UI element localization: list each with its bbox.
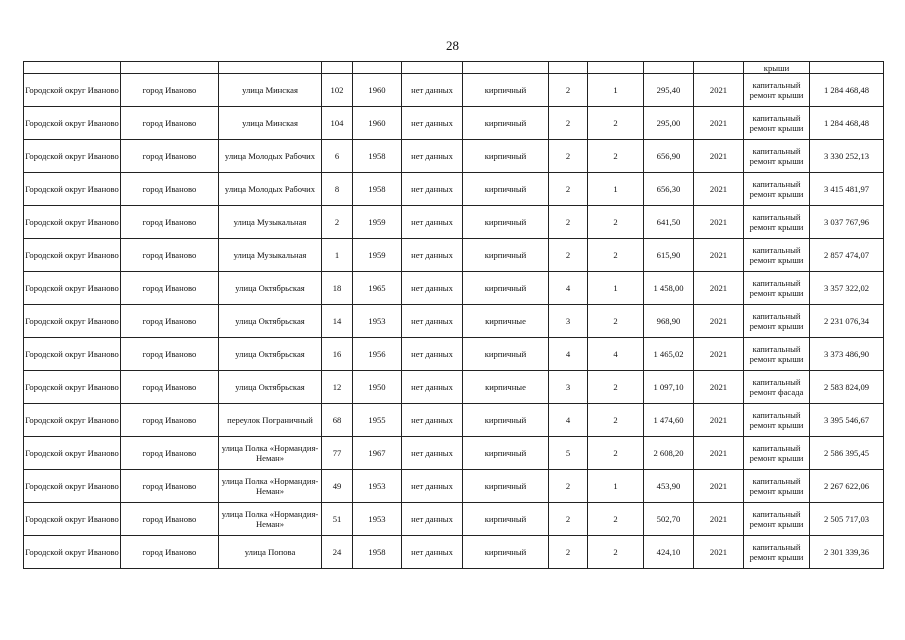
continued-row <box>24 62 884 74</box>
last-repair-cell: нет данных <box>402 437 463 470</box>
work-type-cell: капитальный ремонт крыши <box>744 470 810 503</box>
city-cell: город Иваново <box>121 74 219 107</box>
floors-cell: 2 <box>549 107 588 140</box>
entrances-cell: 2 <box>588 437 644 470</box>
floors-cell: 3 <box>549 371 588 404</box>
table-row <box>24 503 884 536</box>
area-cell: 1 097,10 <box>644 371 694 404</box>
work-type-continued: крыши <box>744 62 810 74</box>
floors-cell: 4 <box>549 404 588 437</box>
table-row <box>24 536 884 569</box>
build-year-cell: 1958 <box>353 536 402 569</box>
district-cell: Городской округ Иваново <box>24 206 121 239</box>
build-year-cell: 1953 <box>353 470 402 503</box>
house-number-cell: 18 <box>322 272 353 305</box>
area-cell: 615,90 <box>644 239 694 272</box>
wall-material-cell: кирпичный <box>463 239 549 272</box>
cost-cell: 2 301 339,36 <box>810 536 884 569</box>
area-cell: 453,90 <box>644 470 694 503</box>
work-type-cell: капитальный ремонт крыши <box>744 272 810 305</box>
street-cell: улица Полка «Нормандия-Неман» <box>219 503 322 536</box>
wall-material-cell: кирпичные <box>463 305 549 338</box>
area-cell: 656,30 <box>644 173 694 206</box>
city-cell: город Иваново <box>121 239 219 272</box>
plan-year-cell: 2021 <box>694 536 744 569</box>
last-repair-cell: нет данных <box>402 404 463 437</box>
house-number-cell: 77 <box>322 437 353 470</box>
floors-cell: 2 <box>549 173 588 206</box>
wall-material-cell: кирпичный <box>463 503 549 536</box>
plan-year-cell: 2021 <box>694 107 744 140</box>
plan-year-cell: 2021 <box>694 338 744 371</box>
entrances-cell: 4 <box>588 338 644 371</box>
entrances-cell: 2 <box>588 239 644 272</box>
last-repair-cell: нет данных <box>402 239 463 272</box>
area-cell: 1 465,02 <box>644 338 694 371</box>
floors-cell: 3 <box>549 305 588 338</box>
work-type-cell: капитальный ремонт крыши <box>744 338 810 371</box>
entrances-cell: 2 <box>588 305 644 338</box>
city-cell: город Иваново <box>121 404 219 437</box>
street-cell: улица Музыкальная <box>219 206 322 239</box>
wall-material-cell: кирпичный <box>463 404 549 437</box>
last-repair-cell: нет данных <box>402 173 463 206</box>
cost-cell: 3 037 767,96 <box>810 206 884 239</box>
housing-repair-table <box>23 61 884 569</box>
floors-cell: 2 <box>549 140 588 173</box>
build-year-cell: 1967 <box>353 437 402 470</box>
build-year-cell: 1958 <box>353 140 402 173</box>
wall-material-cell: кирпичный <box>463 173 549 206</box>
entrances-cell: 1 <box>588 74 644 107</box>
house-number-cell: 68 <box>322 404 353 437</box>
table-row <box>24 404 884 437</box>
plan-year-cell: 2021 <box>694 74 744 107</box>
area-cell: 424,10 <box>644 536 694 569</box>
city-cell: город Иваново <box>121 107 219 140</box>
last-repair-cell: нет данных <box>402 107 463 140</box>
entrances-cell: 2 <box>588 371 644 404</box>
street-cell: улица Октябрьская <box>219 371 322 404</box>
street-cell: улица Молодых Рабочих <box>219 173 322 206</box>
district-cell: Городской округ Иваново <box>24 404 121 437</box>
work-type-cell: капитальный ремонт крыши <box>744 74 810 107</box>
plan-year-cell: 2021 <box>694 404 744 437</box>
area-cell: 641,50 <box>644 206 694 239</box>
city-cell: город Иваново <box>121 272 219 305</box>
work-type-cell: капитальный ремонт крыши <box>744 437 810 470</box>
build-year-cell: 1958 <box>353 173 402 206</box>
table-row <box>24 470 884 503</box>
floors-cell: 2 <box>549 503 588 536</box>
city-cell: город Иваново <box>121 536 219 569</box>
wall-material-cell: кирпичный <box>463 140 549 173</box>
table-row <box>24 272 884 305</box>
last-repair-cell: нет данных <box>402 74 463 107</box>
last-repair-cell: нет данных <box>402 272 463 305</box>
street-cell: переулок Пограничный <box>219 404 322 437</box>
build-year-cell: 1959 <box>353 206 402 239</box>
cost-cell: 2 267 622,06 <box>810 470 884 503</box>
street-cell: улица Октябрьская <box>219 272 322 305</box>
area-cell: 502,70 <box>644 503 694 536</box>
work-type-cell: капитальный ремонт крыши <box>744 305 810 338</box>
cost-cell: 3 373 486,90 <box>810 338 884 371</box>
work-type-cell: капитальный ремонт крыши <box>744 239 810 272</box>
entrances-cell: 1 <box>588 173 644 206</box>
build-year-cell: 1950 <box>353 371 402 404</box>
house-number-cell: 24 <box>322 536 353 569</box>
cost-cell: 3 395 546,67 <box>810 404 884 437</box>
district-cell: Городской округ Иваново <box>24 470 121 503</box>
table-row <box>24 74 884 107</box>
entrances-cell: 2 <box>588 536 644 569</box>
last-repair-cell: нет данных <box>402 470 463 503</box>
city-cell: город Иваново <box>121 173 219 206</box>
area-cell: 295,40 <box>644 74 694 107</box>
city-cell: город Иваново <box>121 470 219 503</box>
city-cell: город Иваново <box>121 338 219 371</box>
cost-cell: 1 284 468,48 <box>810 107 884 140</box>
build-year-cell: 1953 <box>353 503 402 536</box>
plan-year-cell: 2021 <box>694 503 744 536</box>
table-row <box>24 140 884 173</box>
cost-cell: 3 357 322,02 <box>810 272 884 305</box>
entrances-cell: 2 <box>588 404 644 437</box>
work-type-cell: капитальный ремонт крыши <box>744 173 810 206</box>
last-repair-cell: нет данных <box>402 140 463 173</box>
plan-year-cell: 2021 <box>694 239 744 272</box>
house-number-cell: 104 <box>322 107 353 140</box>
wall-material-cell: кирпичный <box>463 272 549 305</box>
district-cell: Городской округ Иваново <box>24 173 121 206</box>
table-row <box>24 338 884 371</box>
entrances-cell: 2 <box>588 503 644 536</box>
district-cell: Городской округ Иваново <box>24 74 121 107</box>
table-body <box>24 62 884 569</box>
house-number-cell: 8 <box>322 173 353 206</box>
plan-year-cell: 2021 <box>694 437 744 470</box>
plan-year-cell: 2021 <box>694 173 744 206</box>
build-year-cell: 1960 <box>353 74 402 107</box>
house-number-cell: 2 <box>322 206 353 239</box>
work-type-cell: капитальный ремонт крыши <box>744 536 810 569</box>
floors-cell: 2 <box>549 206 588 239</box>
district-cell: Городской округ Иваново <box>24 503 121 536</box>
build-year-cell: 1955 <box>353 404 402 437</box>
street-cell: улица Полка «Нормандия-Неман» <box>219 437 322 470</box>
plan-year-cell: 2021 <box>694 272 744 305</box>
district-cell: Городской округ Иваново <box>24 239 121 272</box>
table-row <box>24 437 884 470</box>
wall-material-cell: кирпичный <box>463 437 549 470</box>
last-repair-cell: нет данных <box>402 503 463 536</box>
floors-cell: 4 <box>549 272 588 305</box>
wall-material-cell: кирпичный <box>463 470 549 503</box>
house-number-cell: 16 <box>322 338 353 371</box>
floors-cell: 2 <box>549 239 588 272</box>
work-type-cell: капитальный ремонт фасада <box>744 371 810 404</box>
entrances-cell: 2 <box>588 206 644 239</box>
cost-cell: 2 586 395,45 <box>810 437 884 470</box>
street-cell: улица Октябрьская <box>219 338 322 371</box>
city-cell: город Иваново <box>121 437 219 470</box>
table-row <box>24 305 884 338</box>
work-type-cell: капитальный ремонт крыши <box>744 404 810 437</box>
district-cell: Городской округ Иваново <box>24 437 121 470</box>
wall-material-cell: кирпичный <box>463 536 549 569</box>
floors-cell: 2 <box>549 74 588 107</box>
area-cell: 968,90 <box>644 305 694 338</box>
plan-year-cell: 2021 <box>694 371 744 404</box>
city-cell: город Иваново <box>121 371 219 404</box>
wall-material-cell: кирпичные <box>463 371 549 404</box>
street-cell: улица Музыкальная <box>219 239 322 272</box>
plan-year-cell: 2021 <box>694 206 744 239</box>
build-year-cell: 1956 <box>353 338 402 371</box>
city-cell: город Иваново <box>121 305 219 338</box>
build-year-cell: 1960 <box>353 107 402 140</box>
area-cell: 2 608,20 <box>644 437 694 470</box>
area-cell: 1 458,00 <box>644 272 694 305</box>
district-cell: Городской округ Иваново <box>24 107 121 140</box>
district-cell: Городской округ Иваново <box>24 140 121 173</box>
cost-cell: 1 284 468,48 <box>810 74 884 107</box>
floors-cell: 2 <box>549 536 588 569</box>
last-repair-cell: нет данных <box>402 371 463 404</box>
street-cell: улица Октябрьская <box>219 305 322 338</box>
house-number-cell: 49 <box>322 470 353 503</box>
wall-material-cell: кирпичный <box>463 74 549 107</box>
area-cell: 1 474,60 <box>644 404 694 437</box>
table-row <box>24 107 884 140</box>
last-repair-cell: нет данных <box>402 338 463 371</box>
plan-year-cell: 2021 <box>694 305 744 338</box>
table-row <box>24 173 884 206</box>
cost-cell: 3 415 481,97 <box>810 173 884 206</box>
floors-cell: 5 <box>549 437 588 470</box>
street-cell: улица Минская <box>219 74 322 107</box>
street-cell: улица Полка «Нормандия-Неман» <box>219 470 322 503</box>
house-number-cell: 51 <box>322 503 353 536</box>
cost-cell: 3 330 252,13 <box>810 140 884 173</box>
build-year-cell: 1965 <box>353 272 402 305</box>
wall-material-cell: кирпичный <box>463 338 549 371</box>
build-year-cell: 1959 <box>353 239 402 272</box>
cost-cell: 2 857 474,07 <box>810 239 884 272</box>
cost-cell: 2 583 824,09 <box>810 371 884 404</box>
house-number-cell: 12 <box>322 371 353 404</box>
city-cell: город Иваново <box>121 206 219 239</box>
cost-cell: 2 231 076,34 <box>810 305 884 338</box>
table-row <box>24 371 884 404</box>
wall-material-cell: кирпичный <box>463 206 549 239</box>
city-cell: город Иваново <box>121 140 219 173</box>
district-cell: Городской округ Иваново <box>24 371 121 404</box>
district-cell: Городской округ Иваново <box>24 305 121 338</box>
wall-material-cell: кирпичный <box>463 107 549 140</box>
work-type-cell: капитальный ремонт крыши <box>744 206 810 239</box>
build-year-cell: 1953 <box>353 305 402 338</box>
work-type-cell: капитальный ремонт крыши <box>744 140 810 173</box>
plan-year-cell: 2021 <box>694 470 744 503</box>
last-repair-cell: нет данных <box>402 536 463 569</box>
work-type-cell: капитальный ремонт крыши <box>744 503 810 536</box>
district-cell: Городской округ Иваново <box>24 272 121 305</box>
street-cell: улица Минская <box>219 107 322 140</box>
area-cell: 656,90 <box>644 140 694 173</box>
work-type-cell: капитальный ремонт крыши <box>744 107 810 140</box>
cost-cell: 2 505 717,03 <box>810 503 884 536</box>
street-cell: улица Попова <box>219 536 322 569</box>
city-cell: город Иваново <box>121 503 219 536</box>
floors-cell: 2 <box>549 470 588 503</box>
house-number-cell: 6 <box>322 140 353 173</box>
last-repair-cell: нет данных <box>402 206 463 239</box>
last-repair-cell: нет данных <box>402 305 463 338</box>
entrances-cell: 2 <box>588 107 644 140</box>
house-number-cell: 1 <box>322 239 353 272</box>
district-cell: Городской округ Иваново <box>24 536 121 569</box>
house-number-cell: 102 <box>322 74 353 107</box>
entrances-cell: 1 <box>588 272 644 305</box>
street-cell: улица Молодых Рабочих <box>219 140 322 173</box>
floors-cell: 4 <box>549 338 588 371</box>
district-cell: Городской округ Иваново <box>24 338 121 371</box>
entrances-cell: 1 <box>588 470 644 503</box>
entrances-cell: 2 <box>588 140 644 173</box>
area-cell: 295,00 <box>644 107 694 140</box>
table-row <box>24 206 884 239</box>
house-number-cell: 14 <box>322 305 353 338</box>
page-number: 28 <box>446 38 459 53</box>
plan-year-cell: 2021 <box>694 140 744 173</box>
table-row <box>24 239 884 272</box>
